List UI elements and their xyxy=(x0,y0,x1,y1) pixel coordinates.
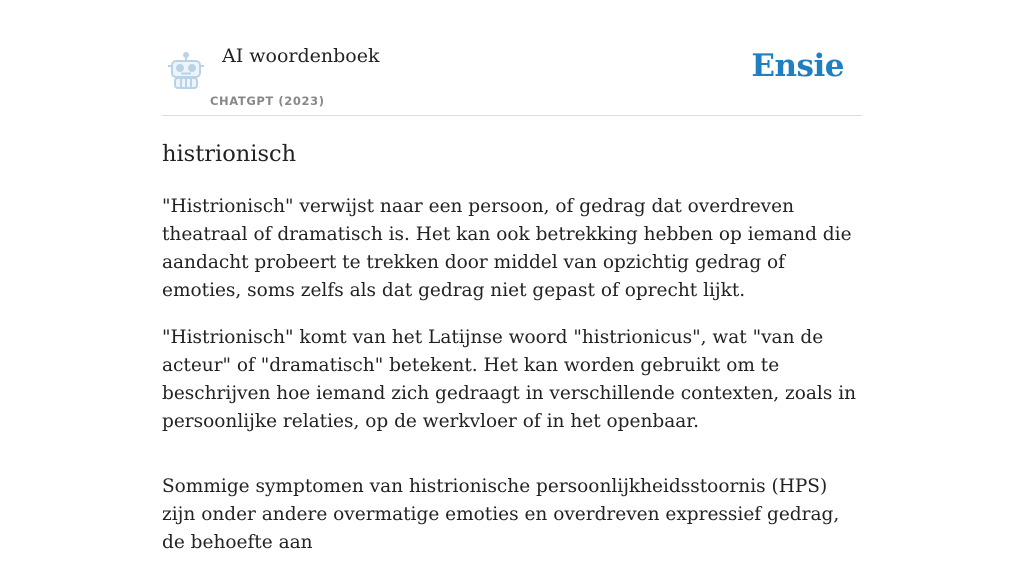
symptoms-paragraph: Sommige symptomen van histrionische persoonlijkheidsstoornis (HPS) zijn onder andere overmatige emoties en overdreven expressief gedrag, de behoefte aan xyxy=(162,476,840,553)
robot-icon xyxy=(166,52,206,90)
header xyxy=(162,40,862,116)
etymology-paragraph: "Histrionisch" komt van het Latijnse woord "histrionicus", wat "van de acteur" of "dramatisch" betekent. Het kan worden gebruikt om te beschrijven hoe iemand zich gedraagt in verschillende contexten, zoals in persoonlijke relaties, op de werkvloer of in het openbaar. xyxy=(162,327,857,432)
brand-logo[interactable]: Ensie xyxy=(751,48,844,84)
definition-paragraph: "Histrionisch" verwijst naar een persoon, of gedrag dat overdreven theatraal of dramatisch is. Het kan ook betrekking hebben op iemand die aandacht probeert te trekken door middel van opzichtig gedrag of emoties, soms zelfs als dat gedrag niet gepast of oprecht lijkt. xyxy=(162,196,852,301)
dictionary-title[interactable]: AI woordenboek xyxy=(222,45,380,67)
entry-content xyxy=(162,138,862,576)
source-label: CHATGPT (2023) xyxy=(210,94,325,108)
entry-term: histrionisch xyxy=(162,141,297,167)
